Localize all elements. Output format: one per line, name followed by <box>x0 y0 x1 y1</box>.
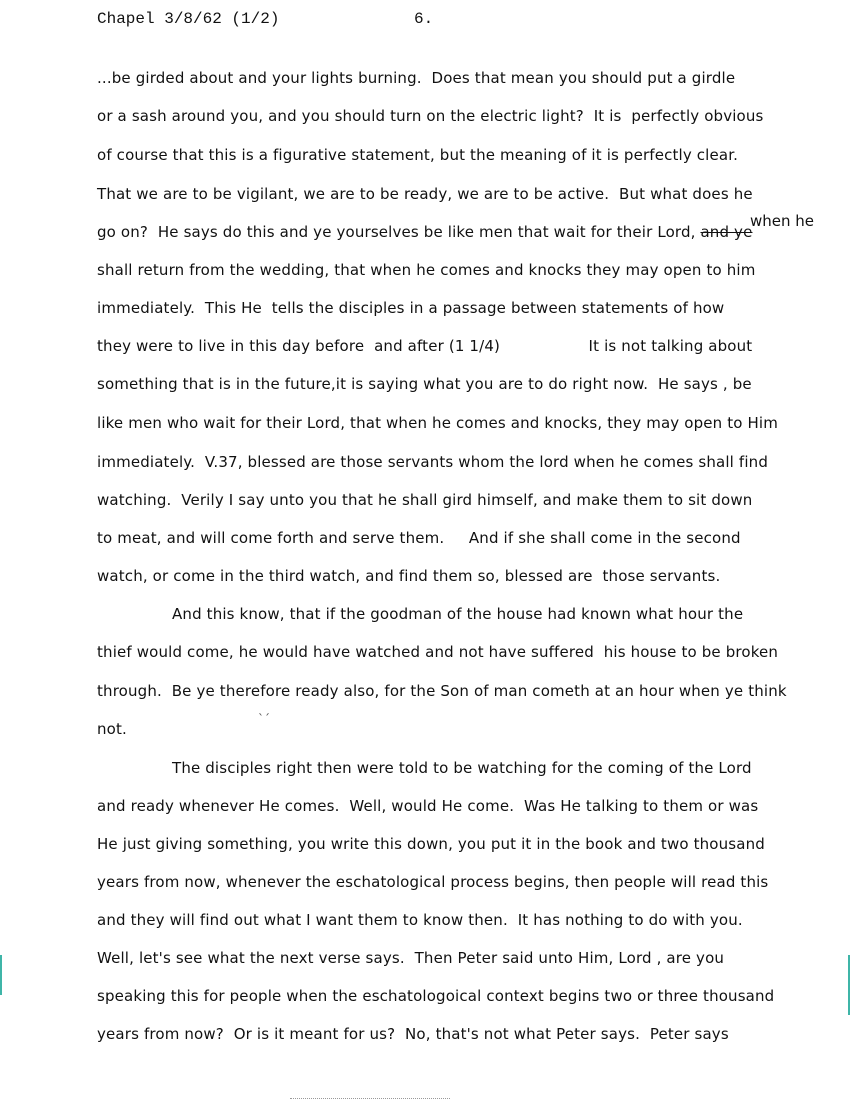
text-line: years from now, whenever the eschatological process begins, then people will read this <box>97 873 769 891</box>
right-margin-mark <box>848 955 850 1015</box>
text-line: speaking this for people when the eschatologoical context begins two or three thousand <box>97 987 775 1005</box>
text-span: go on? He says do this and ye yourselves be like men that wait for their Lord, <box>97 223 696 241</box>
text-line: The disciples right then were told to be watching for the coming of the Lord <box>172 759 752 777</box>
text-line: they were to live in this day before and after (1 1/4) It is not talking about <box>97 337 753 355</box>
page-number: 6. <box>414 10 434 28</box>
text-line: Well, let's see what the next verse says. Then Peter said unto Him, Lord , are you <box>97 949 725 967</box>
text-line: through. Be ye therefore ready also, for the Son of man cometh at an hour when ye think <box>97 682 787 700</box>
text-line: immediately. V.37, blessed are those servants whom the lord when he comes shall find <box>97 453 768 471</box>
text-line: shall return from the wedding, that when he comes and knocks they may open to him <box>97 261 756 279</box>
scan-noise <box>290 1098 450 1101</box>
text-line: something that is in the future,it is saying what you are to do right now. He says , be <box>97 375 752 393</box>
text-line: watch, or come in the third watch, and find them so, blessed are those servants. <box>97 567 721 585</box>
text-line: And this know, that if the goodman of the house had known what hour the <box>172 605 744 623</box>
handwritten-insertion <box>750 212 814 230</box>
page-header: Chapel 3/8/62 (1/2) <box>97 10 280 28</box>
text-line: years from now? Or is it meant for us? No, that's not what Peter says. Peter says <box>97 1025 729 1043</box>
text-line: He just giving something, you write this down, you put it in the book and two thousand <box>97 835 765 853</box>
text-line: watching. Verily I say unto you that he shall gird himself, and make them to sit down <box>97 491 753 509</box>
text-line: like men who wait for their Lord, that when he comes and knocks, they may open to Him <box>97 414 778 432</box>
text-line: not. <box>97 720 127 738</box>
insertion-text: when he <box>750 212 815 230</box>
text-line-with-strike <box>97 223 752 241</box>
text-line: thief would come, he would have watched and not have suffered his house to be broken <box>97 643 779 661</box>
text-line: and ready whenever He comes. Well, would He come. Was He talking to them or was <box>97 797 759 815</box>
text-line: to meat, and will come forth and serve them. And if she shall come in the second <box>97 529 741 547</box>
text-line: ...be girded about and your lights burning. Does that mean you should put a girdle <box>97 69 736 87</box>
left-margin-mark <box>0 955 2 995</box>
struck-text: and ye <box>700 223 753 241</box>
pen-mark-icon: `´ <box>258 712 270 726</box>
text-line: That we are to be vigilant, we are to be ready, we are to be active. But what does he <box>97 185 753 203</box>
text-line: immediately. This He tells the disciples in a passage between statements of how <box>97 299 725 317</box>
text-line: and they will find out what I want them to know then. It has nothing to do with you. <box>97 911 743 929</box>
text-line: or a sash around you, and you should turn on the electric light? It is perfectly obvious <box>97 107 764 125</box>
text-line: of course that this is a figurative statement, but the meaning of it is perfectly clear. <box>97 146 739 164</box>
